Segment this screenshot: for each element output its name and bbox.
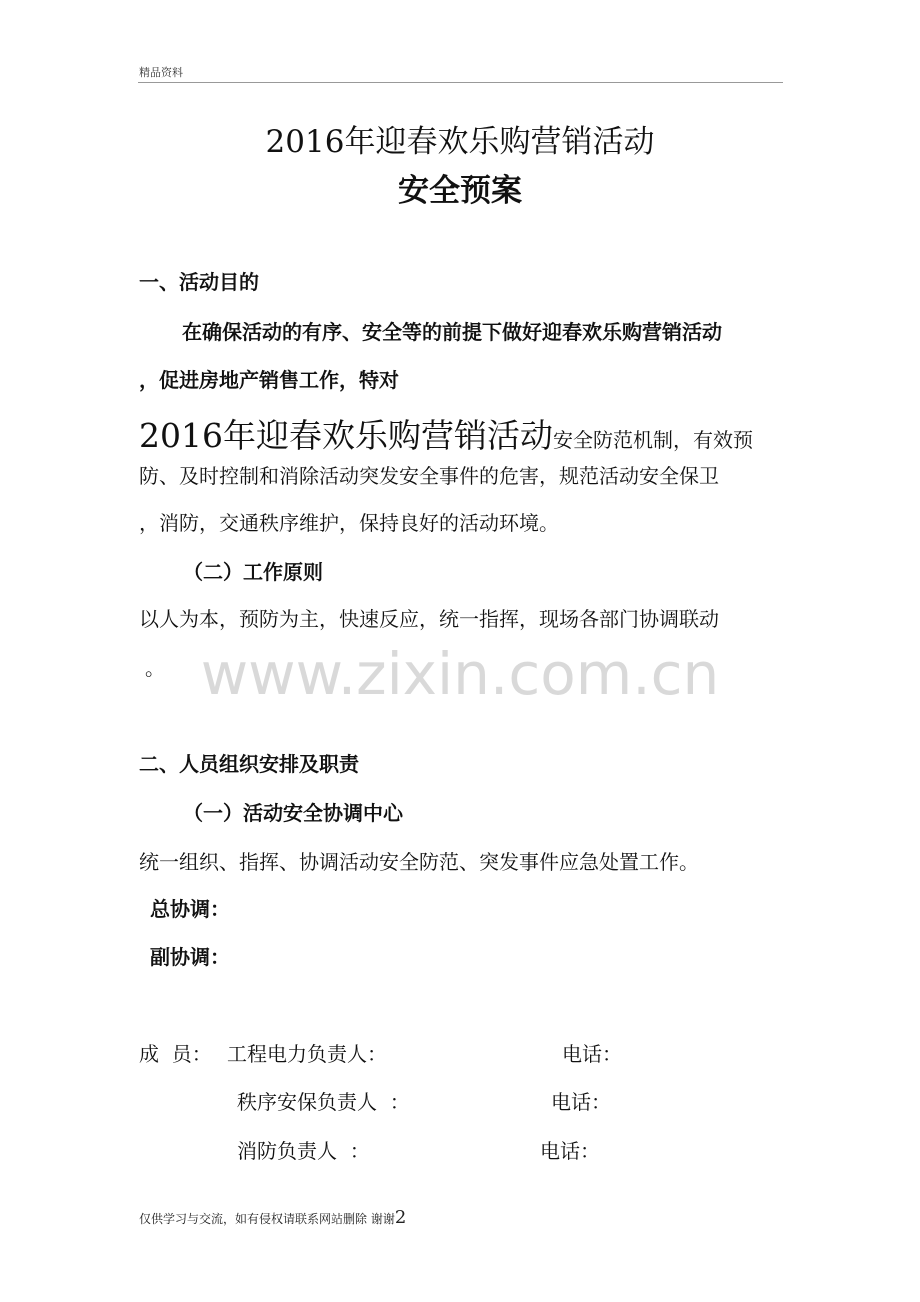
page-number: 2 xyxy=(394,1207,407,1228)
purpose-line-2: ，促进房地产销售工作，特对 xyxy=(139,368,399,392)
principles-line-1: 以人为本，预防为主，快速反应，统一指挥，现场各部门协调联动 xyxy=(139,607,719,631)
purpose-line-1: 在确保活动的有序、安全等的前提下做好迎春欢乐购营销活动 xyxy=(182,320,722,344)
member-phone-label: 电话： xyxy=(562,1042,622,1066)
principles-line-2: 。 xyxy=(145,656,165,680)
document-subtitle: 安全预案 xyxy=(398,173,522,209)
member-role: 消防负责人 ： xyxy=(237,1139,370,1163)
members-label: 成 员： xyxy=(139,1042,212,1066)
document-title: 2016年迎春欢乐购营销活动 xyxy=(265,124,655,160)
principles-heading: （二）工作原则 xyxy=(183,560,323,584)
coordination-center-desc: 统一组织、指挥、协调活动安全防范、突发事件应急处置工作。 xyxy=(139,850,699,874)
watermark: www.zixin.com.cn xyxy=(200,640,720,708)
footer-text: 仅供学习与交流，如有侵权请联系网站删除 谢谢 xyxy=(139,1212,395,1226)
header-text: 精品资料 xyxy=(139,66,183,79)
purpose-line-5: ，消防，交通秩序维护，保持良好的活动环境。 xyxy=(139,511,559,535)
coordination-center-heading: （一）活动安全协调中心 xyxy=(183,801,403,825)
footer xyxy=(139,1207,406,1228)
member-role: 工程电力负责人： xyxy=(227,1042,387,1066)
header-divider xyxy=(138,82,783,83)
deputy-coordinator-label: 副协调： xyxy=(150,945,230,969)
section-1-heading: 一、活动目的 xyxy=(139,270,259,294)
member-role: 秩序安保负责人 ： xyxy=(237,1090,410,1114)
section-2-heading: 二、人员组织安排及职责 xyxy=(139,752,359,776)
purpose-line-3 xyxy=(139,410,753,457)
member-phone-label: 电话： xyxy=(551,1090,611,1114)
chief-coordinator-label: 总协调： xyxy=(150,897,230,921)
member-phone-label: 电话： xyxy=(540,1139,600,1163)
purpose-line-3-tail: 安全防范机制，有效预 xyxy=(552,428,753,452)
purpose-line-4: 防、及时控制和消除活动突发安全事件的危害，规范活动安全保卫 xyxy=(139,464,719,488)
purpose-emphasis: 2016年迎春欢乐购营销活动 xyxy=(139,416,553,455)
